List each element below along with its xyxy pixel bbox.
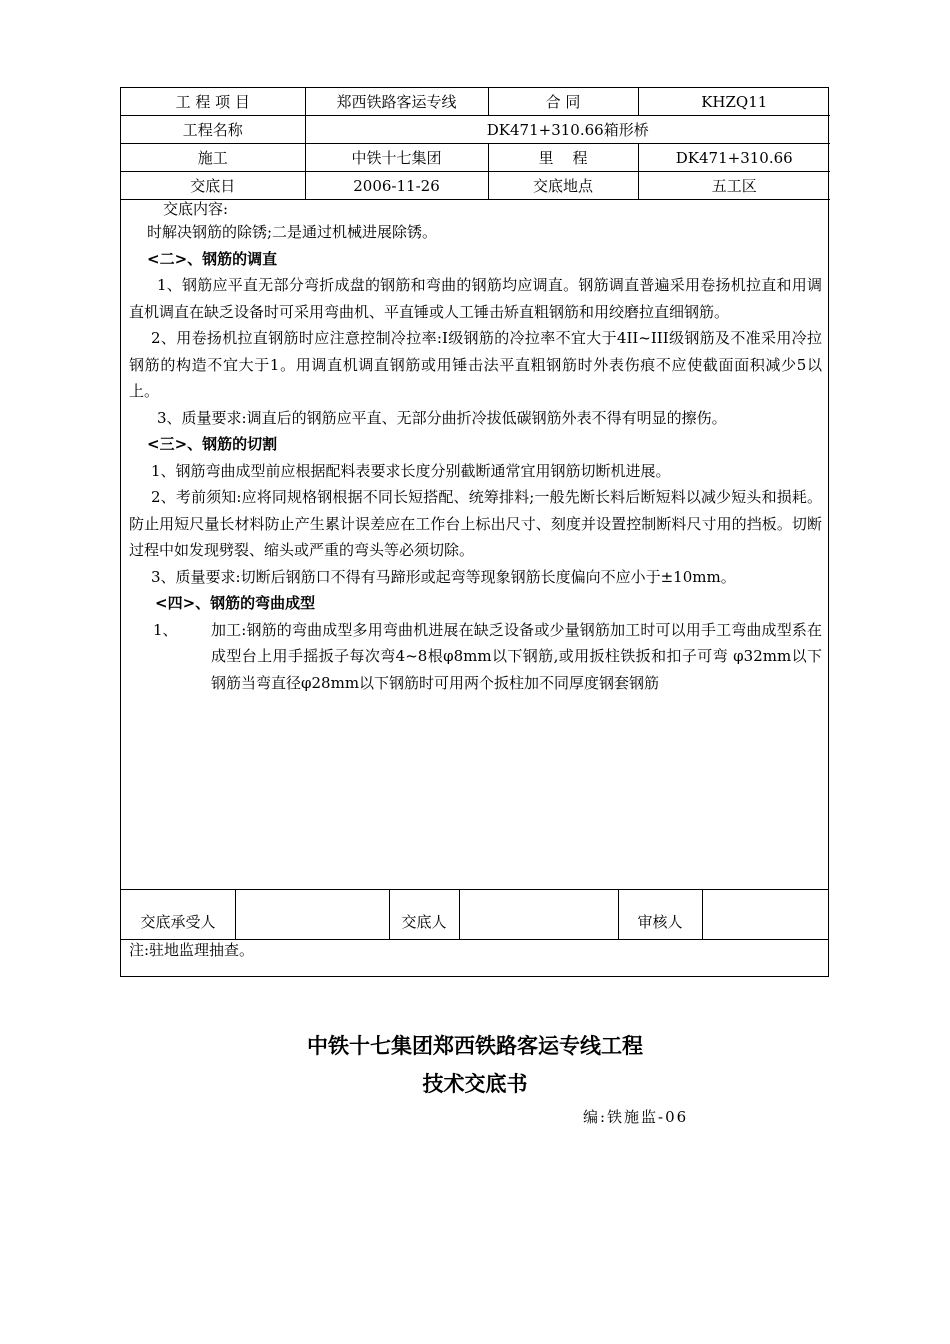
name-value: DK471+310.66箱形桥 [305, 116, 830, 144]
place-value: 五工区 [638, 172, 830, 200]
list-item [129, 617, 822, 697]
section-title-cutting: <三>、钢筋的切割 [147, 435, 278, 453]
document-subtitle: 技术交底书 [422, 1072, 528, 1096]
paragraph: 加工:钢筋的弯曲成型多用弯曲机进展在缺乏设备或少量钢筋加工时可以用手工弯曲成型系在成型台上用手摇扳子每次弯4~8根φ8mm以下钢筋,或用扳柱铁扳和扣子可弯 φ32mm以下钢筋当弯直径φ28mm以下钢筋时可用两个扳柱加不同厚度钢套钢筋 [211, 620, 822, 692]
header-row-project [121, 88, 830, 116]
construction-label: 施工 [121, 144, 305, 172]
place-label: 交底地点 [488, 172, 638, 200]
section-title-bending: <四>、钢筋的弯曲成型 [155, 594, 316, 612]
paragraph: 1、钢筋弯曲成型前应根据配料表要求长度分别截断通常宜用钢筋切断机进展。 [151, 461, 671, 480]
header-row-date [121, 172, 830, 200]
project-label: 工 程 项 目 [121, 88, 305, 116]
paragraph: 1、钢筋应平直无部分弯折成盘的钢筋和弯曲的钢筋均应调直。钢筋调直普遍采用卷扬机拉直和用调直机调直在缺乏设备时可采用弯曲机、平直锤或人工锤击矫直粗钢筋和用绞磨拉直细钢筋。 [129, 276, 822, 321]
construction-value: 中铁十七集团 [305, 144, 488, 172]
mileage-label: 里 程 [488, 144, 638, 172]
header-row-construction [121, 144, 830, 172]
paragraph: 2、用卷扬机拉直钢筋时应注意控制冷拉率:I级钢筋的冷拉率不宜大于4II~III级钢筋及不准采用冷拉钢筋的构造不宜大于1。用调直机调直钢筋或用锤击法平直粗钢筋时外表伤痕不应使截面面积减少5以上。 [129, 329, 822, 400]
document-title: 中铁十七集团郑西铁路客运专线工程 [307, 1034, 643, 1058]
header-row-name [121, 116, 830, 144]
disclosure-content [121, 200, 828, 890]
note: 注:驻地监理抽查。 [121, 939, 828, 976]
giver-signature-field[interactable] [459, 890, 618, 940]
contract-label: 合 同 [488, 88, 638, 116]
list-number: 1、 [153, 620, 178, 639]
mileage-value: DK471+310.66 [638, 144, 830, 172]
contract-value: KHZQ11 [638, 88, 830, 116]
paragraph: 3、质量要求:调直后的钢筋应平直、无部分曲折冷拔低碳钢筋外表不得有明显的擦伤。 [157, 408, 727, 427]
receiver-label: 交底承受人 [140, 913, 216, 931]
document-code: 编:铁施监-06 [583, 1108, 689, 1126]
project-value: 郑西铁路客运专线 [305, 88, 488, 116]
date-label: 交底日 [121, 172, 305, 200]
paragraph: 2、考前须知:应将同规格钢根据不同长短搭配、统筹排料;一般先断长料后断短料以减少短头和损耗。防止用短尺量长材料防止产生累计误差应在工作台上标出尺寸、刻度并设置控制断料尺寸用的挡板。切断过程中如发现劈裂、缩头或严重的弯头等必须切除。 [129, 488, 822, 559]
name-label: 工程名称 [121, 116, 305, 144]
date-value: 2006-11-26 [305, 172, 488, 200]
giver-label: 交底人 [401, 913, 447, 931]
paragraph: 3、质量要求:切断后钢筋口不得有马蹄形或起弯等现象钢筋长度偏向不应小于±10mm。 [151, 567, 736, 586]
signature-row [121, 889, 828, 940]
header-table [121, 88, 830, 200]
section-title-straightening: <二>、钢筋的调直 [147, 249, 278, 268]
reviewer-signature-field[interactable] [702, 890, 828, 940]
receiver-signature-field[interactable] [235, 890, 389, 940]
disclosure-form [120, 87, 829, 977]
content-intro: 时解决钢筋的除锈;二是通过机械进展除锈。 [147, 223, 438, 241]
content-label: 交底内容: [163, 200, 229, 218]
reviewer-label: 审核人 [637, 913, 683, 931]
